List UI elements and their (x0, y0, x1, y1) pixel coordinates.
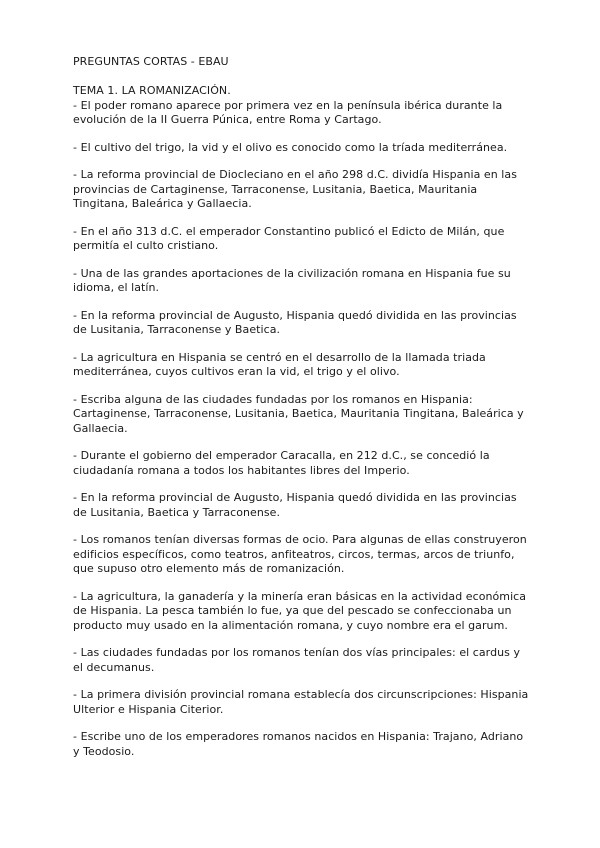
question-paragraph: - En la reforma provincial de Augusto, Hispania quedó dividida en las provincias de Lusitania, Baetica y Tarraconense. (73, 491, 517, 519)
question-paragraph: - Las ciudades fundadas por los romanos tenían dos vías principales: el cardus y el decumanus. (73, 646, 521, 674)
question-paragraph: - La reforma provincial de Diocleciano en el año 298 d.C. dividía Hispania en las provincias de Cartaginense, Tarraconense, Lusitania, Baetica, Mauritania Tingitana, Baleárica y Gallaecia. (73, 168, 517, 210)
question-paragraph: - Escriba alguna de las ciudades fundadas por los romanos en Hispania: Cartaginense, Tarraconense, Lusitania, Baetica, Mauritania Tingitana, Baleárica y Gallaecia. (73, 392, 524, 435)
question-paragraph: - En el año 313 d.C. el emperador Constantino publicó el Edicto de Milán, que permitía el culto cristiano. (73, 224, 505, 252)
question-paragraph: - La agricultura en Hispania se centró en el desarrollo de la llamada triada mediterránea, cuyos cultivos eran la vid, el trigo y el olivo. (73, 350, 486, 378)
question-paragraph: - Durante el gobierno del emperador Caracalla, en 212 d.C., se concedió la ciudadanía romana a todos los habitantes libres del Imperio. (73, 449, 490, 477)
document-page (73, 55, 533, 772)
question-paragraph: - Los romanos tenían diversas formas de ocio. Para algunas de ellas construyeron edificios específicos, como teatros, anfiteatros, circos, termas, arcos de triunfo, que supuso otro elemento más de romanización. (73, 533, 527, 575)
document-title: PREGUNTAS CORTAS - EBAU (73, 55, 229, 68)
question-paragraph: - El cultivo del trigo, la vid y el olivo es conocido como la tríada mediterránea. (73, 140, 508, 154)
question-paragraph: - El poder romano aparece por primera vez en la península ibérica durante la evolución de la II Guerra Púnica, entre Roma y Cartago. (73, 98, 503, 126)
question-paragraph: - En la reforma provincial de Augusto, Hispania quedó dividida en las provincias de Lusitania, Tarraconense y Baetica. (73, 308, 517, 336)
topic-title: TEMA 1. LA ROMANIZACIÓN. (73, 84, 231, 97)
question-paragraph: - Escribe uno de los emperadores romanos nacidos en Hispania: Trajano, Adriano y Teodosio. (73, 730, 524, 758)
question-paragraph: - La primera división provincial romana establecía dos circunscripciones: Hispania Ulterior e Hispania Citerior. (73, 688, 529, 716)
question-paragraph: - La agricultura, la ganadería y la minería eran básicas en la actividad económica de Hispania. La pesca también lo fue, ya que del pescado se confeccionaba un producto muy usado en la alimentación romana, y cuyo nombre era el garum. (73, 589, 527, 632)
question-paragraph: - Una de las grandes aportaciones de la civilización romana en Hispania fue su idioma, el latín. (73, 266, 511, 294)
